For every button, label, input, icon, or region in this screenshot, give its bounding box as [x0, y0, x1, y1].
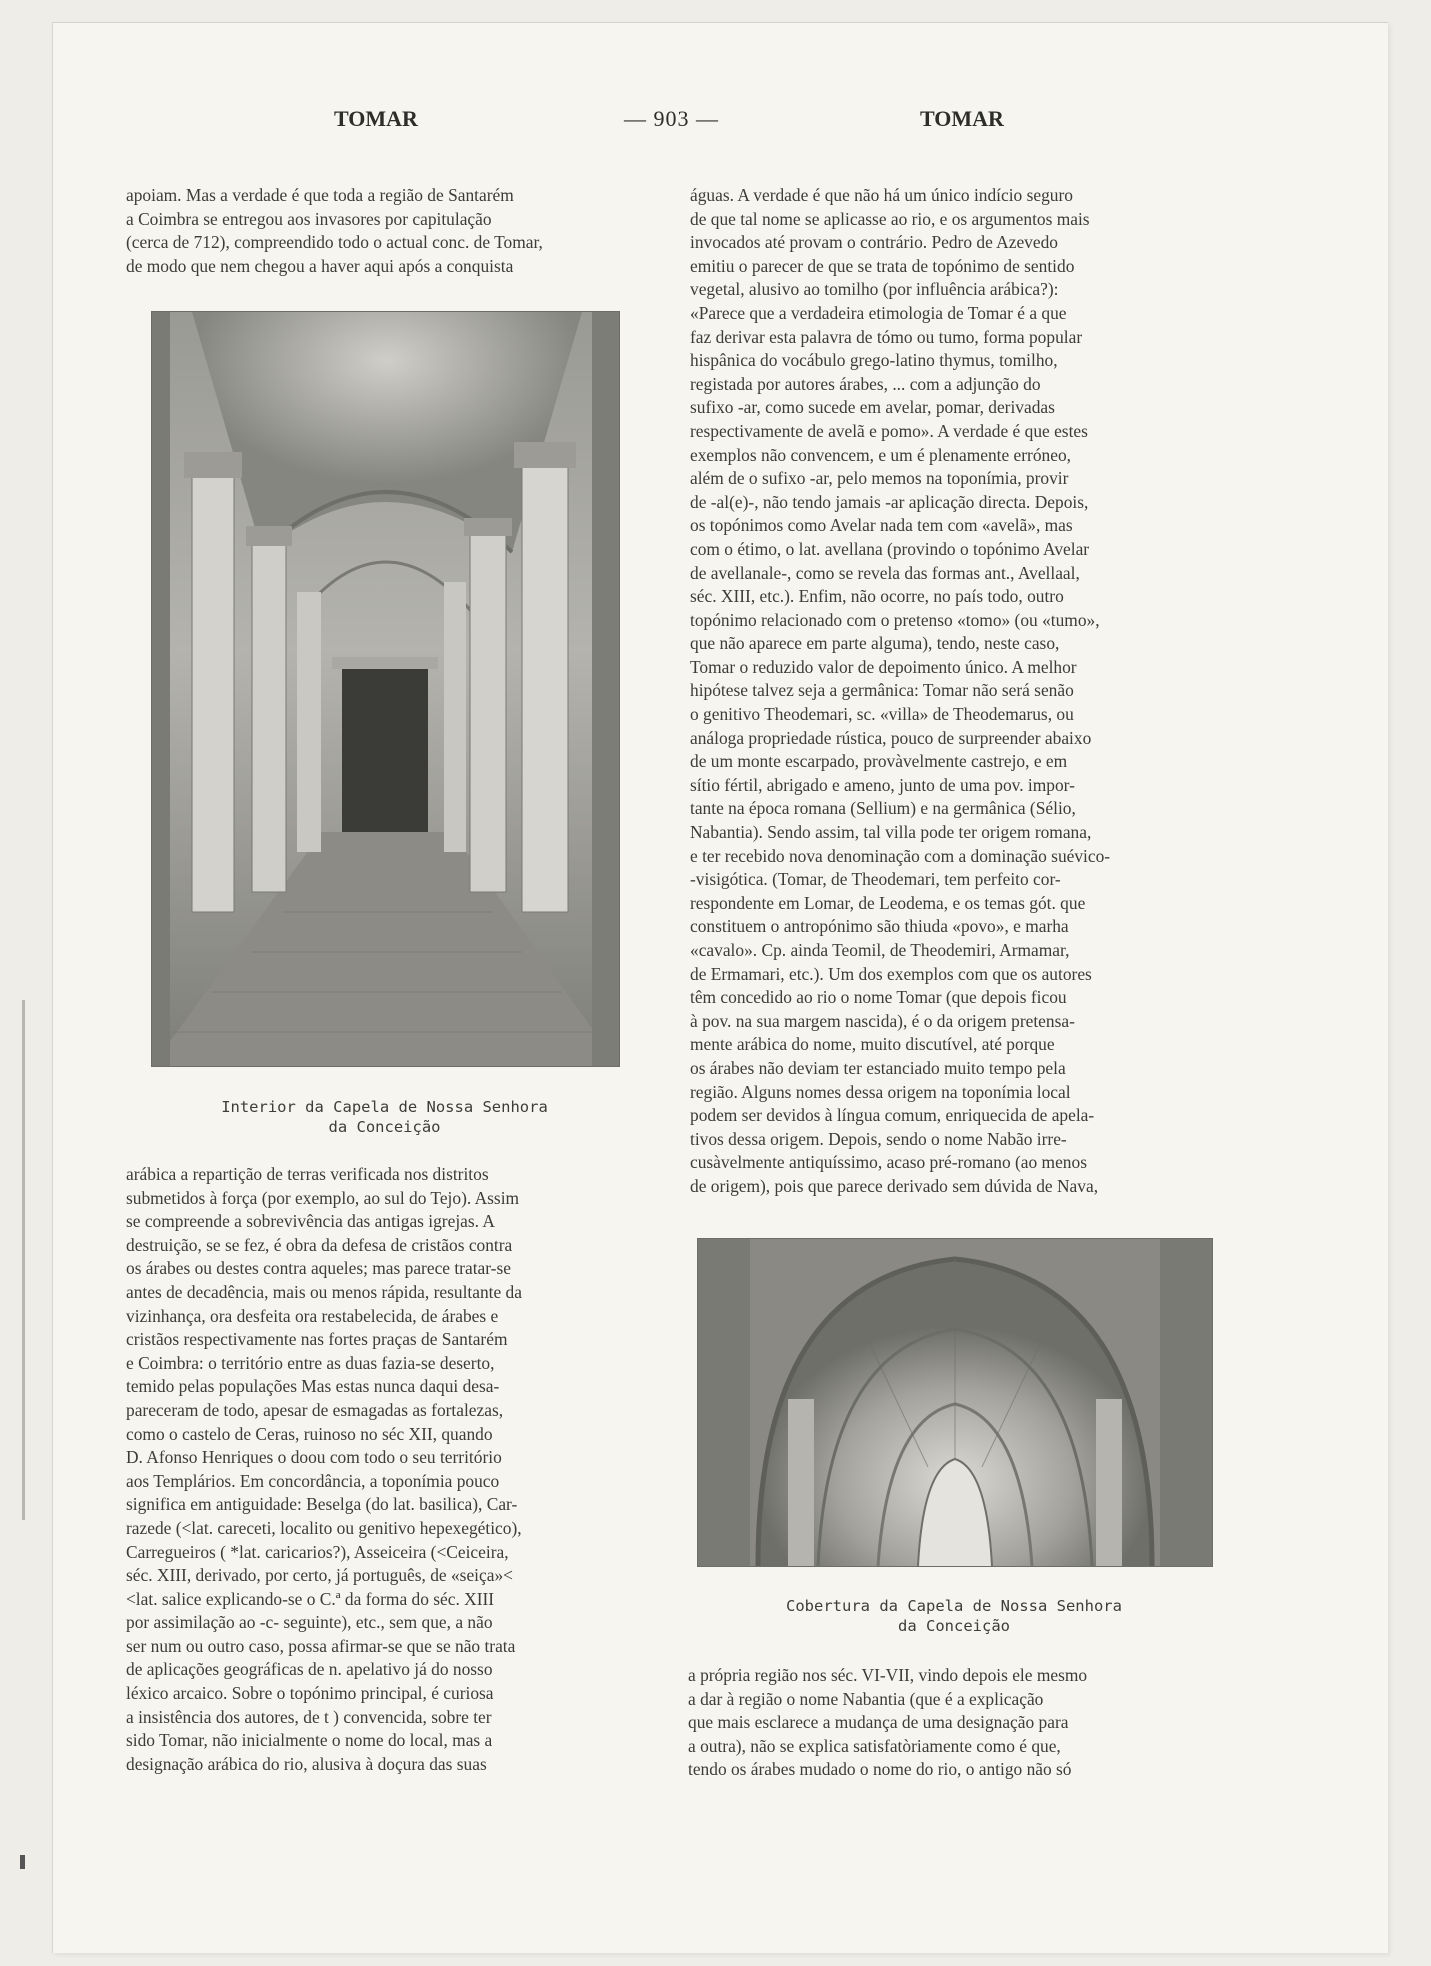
- text-line: ser num ou outro caso, possa afirmar-se que se não trata: [126, 1635, 516, 1656]
- text-line: a insistência dos autores, de t ) convencida, sobre ter: [126, 1706, 492, 1727]
- text-line: «cavalo». Cp. ainda Teomil, de Theodemiri, Armamar,: [690, 940, 1070, 960]
- text-line: antes de decadência, mais ou menos rápida, resultante da: [126, 1281, 522, 1302]
- text-line: -visigótica. (Tomar, de Theodemari, tem perfeito cor-: [690, 869, 1061, 890]
- text-line: «Parece que a verdadeira etimologia de Tomar é a que: [690, 302, 1067, 323]
- text-line: de modo que nem chegou a haver aqui após a conquista: [126, 255, 514, 276]
- caption-line: da Conceição: [898, 1617, 1010, 1635]
- caption-line: da Conceição: [328, 1118, 441, 1136]
- text-line: vizinhança, ora desfeita ora restabelecida, de árabes e: [126, 1305, 499, 1326]
- text-line: séc. XIII, derivado, por certo, já português, de «seiça»<: [126, 1565, 513, 1586]
- caption-line: Cobertura da Capela de Nossa Senhora: [786, 1597, 1122, 1615]
- text-line: significa em antiguidade: Beselga (do lat. basilica), Car-: [126, 1494, 518, 1515]
- text-line: e ter recebido nova denominação com a dominação suévico-: [690, 845, 1111, 866]
- text-line: tivos dessa origem. Depois, sendo o nome Nabão irre-: [690, 1128, 1067, 1149]
- text-line: além de o sufixo -ar, pelo memos na toponímia, provir: [690, 468, 1069, 489]
- text-line: Tomar o reduzido valor de depoimento único. A melhor: [690, 656, 1077, 677]
- header-left-title: TOMAR: [334, 106, 418, 131]
- chapel-ceiling-photo: [697, 1238, 1213, 1567]
- figure-caption-2: [697, 1596, 1211, 1636]
- text-line: com o étimo, o lat. avellana (provindo o topónimo Avelar: [690, 538, 1090, 559]
- text-line: temido pelas populações Mas estas nunca daqui desa-: [126, 1376, 500, 1397]
- text-line: respondente em Lomar, de Leodema, e os temas gót. que: [690, 892, 1086, 913]
- text-line: por assimilação ao -c- seguinte), etc., sem que, a não: [126, 1612, 493, 1633]
- text-line: como o castelo de Ceras, ruinoso no séc XII, quando: [126, 1423, 493, 1444]
- text-line: submetidos à força (por exemplo, ao sul do Tejo). Assim: [126, 1187, 520, 1208]
- figure-caption-1: [151, 1097, 618, 1137]
- text-line: tendo os árabes mudado o nome do rio, o antigo não só: [688, 1759, 1072, 1780]
- text-line: os árabes não deviam ter estanciado muito tempo pela: [690, 1057, 1066, 1078]
- left-column-top-text: [126, 184, 653, 278]
- text-line: sufixo -ar, como sucede em avelar, pomar, derivadas: [690, 397, 1055, 418]
- header-right-title: TOMAR: [920, 106, 1004, 131]
- text-line: águas. A verdade é que não há um único indício seguro: [690, 185, 1073, 205]
- text-line: que mais esclarece a mudança de uma designação para: [688, 1712, 1069, 1733]
- text-line: apoiam. Mas a verdade é que toda a região de Santarém: [126, 185, 514, 205]
- text-line: de avellanale-, como se revela das formas ant., Avellaal,: [690, 562, 1080, 583]
- right-column-top-text: [690, 184, 1220, 1199]
- text-line: arábica a repartição de terras verificada nos distritos: [126, 1164, 489, 1184]
- text-line: cusàvelmente antiquíssimo, acaso pré-romano (ao menos: [690, 1152, 1087, 1173]
- text-line: os árabes ou destes contra aqueles; mas parece tratar-se: [126, 1258, 511, 1279]
- text-line: de origem), pois que parece derivado sem dúvida de Nava,: [690, 1175, 1099, 1196]
- text-line: e Coimbra: o território entre as duas fazia-se deserto,: [126, 1352, 495, 1373]
- text-line: podem ser devidos à língua comum, enriquecida de apela-: [690, 1105, 1095, 1126]
- scan-edge-mark: [20, 1855, 25, 1869]
- text-line: de que tal nome se aplicasse ao rio, e os argumentos mais: [690, 208, 1090, 229]
- running-header: [0, 106, 1431, 142]
- text-line: de Ermamari, etc.). Um dos exemplos com que os autores: [690, 963, 1092, 984]
- text-line: a própria região nos séc. VI-VII, vindo depois ele mesmo: [688, 1665, 1088, 1685]
- right-column-bottom-text: [688, 1664, 1220, 1782]
- text-line: a dar à região o nome Nabantia (que é a explicação: [688, 1688, 1044, 1709]
- text-line: sido Tomar, não inicialmente o nome do local, mas a: [126, 1730, 493, 1751]
- text-line: faz derivar esta palavra de tómo ou tumo, forma popular: [690, 326, 1083, 347]
- text-line: aos Templários. Em concordância, a toponímia pouco: [126, 1470, 500, 1491]
- text-line: léxico arcaico. Sobre o topónimo principal, é curiosa: [126, 1683, 494, 1704]
- text-line: o genitivo Theodemari, sc. «villa» de Theodemarus, ou: [690, 704, 1074, 725]
- text-line: topónimo relacionado com o pretenso «tomo» (ou «tumo»,: [690, 609, 1100, 630]
- text-line: a Coimbra se entregou aos invasores por capitulação: [126, 208, 492, 229]
- text-line: de -al(e)-, não tendo jamais -ar aplicação directa. Depois,: [690, 491, 1089, 512]
- text-line: Nabantia). Sendo assim, tal villa pode ter origem romana,: [690, 822, 1092, 843]
- text-line: Carregueiros ( *lat. caricarios?), Asseiceira (<Ceiceira,: [126, 1541, 509, 1562]
- text-line: a outra), não se explica satisfatòriamente como é que,: [688, 1735, 1061, 1756]
- text-line: exemplos não convencem, e um é plenamente erróneo,: [690, 444, 1071, 465]
- text-line: razede (<lat. careceti, localito ou genitivo hepexegético),: [126, 1517, 522, 1538]
- text-line: à pov. na sua margem nascida), é o da origem pretensa-: [690, 1010, 1075, 1031]
- text-line: hispânica do vocábulo grego-latino thymus, tomilho,: [690, 350, 1058, 371]
- caption-line: Interior da Capela de Nossa Senhora: [221, 1098, 548, 1116]
- text-line: análoga propriedade rústica, pouco de surpreender abaixo: [690, 727, 1092, 748]
- text-line: (cerca de 712), compreendido todo o actual conc. de Tomar,: [126, 232, 543, 253]
- text-line: de um monte escarpado, provàvelmente castrejo, e em: [690, 751, 1068, 772]
- left-column-bottom-text: [126, 1163, 653, 1776]
- text-line: <lat. salice explicando-se o C.ª da forma do séc. XIII: [126, 1588, 495, 1609]
- text-line: se compreende a sobrevivência das antigas igrejas. A: [126, 1211, 495, 1232]
- text-line: emitiu o parecer de que se trata de topónimo de sentido: [690, 255, 1075, 276]
- page-number: — 903 —: [624, 106, 719, 131]
- text-line: hipótese talvez seja a germânica: Tomar não será senão: [690, 680, 1074, 701]
- text-line: têm concedido ao rio o nome Tomar (que depois ficou: [690, 987, 1067, 1008]
- text-line: destruição, se se fez, é obra da defesa de cristãos contra: [126, 1234, 513, 1255]
- text-line: registada por autores árabes, ... com a adjunção do: [690, 373, 1041, 394]
- text-line: constituem o antropónimo são thiuda «povo», e marha: [690, 916, 1069, 937]
- text-line: séc. XIII, etc.). Enfim, não ocorre, no país todo, outro: [690, 586, 1064, 607]
- text-line: mente arábica do nome, muito discutível, até porque: [690, 1034, 1055, 1055]
- text-line: que não aparece em parte alguma), tendo, neste caso,: [690, 633, 1060, 654]
- chapel-interior-photo: [151, 311, 620, 1067]
- text-line: D. Afonso Henriques o doou com todo o seu território: [126, 1447, 502, 1468]
- text-line: região. Alguns nomes dessa origem na toponímia local: [690, 1081, 1071, 1102]
- text-line: pareceram de todo, apesar de esmagadas as fortalezas,: [126, 1399, 504, 1420]
- text-line: sítio fértil, abrigado e ameno, junto de uma pov. impor-: [690, 774, 1075, 795]
- text-line: os topónimos como Avelar nada tem com «avelã», mas: [690, 515, 1073, 536]
- text-line: tante na época romana (Sellium) e na germânica (Sélio,: [690, 798, 1076, 819]
- text-line: vegetal, alusivo ao tomilho (por influência arábica?):: [690, 279, 1059, 300]
- text-line: de aplicações geográficas de n. apelativo já do nosso: [126, 1659, 493, 1680]
- text-line: respectivamente de avelã e pomo». A verdade é que estes: [690, 420, 1088, 441]
- text-line: cristãos respectivamente nas fortes praças de Santarém: [126, 1329, 508, 1350]
- text-line: designação arábica do rio, alusiva à doçura das suas: [126, 1753, 487, 1774]
- text-line: invocados até provam o contrário. Pedro de Azevedo: [690, 232, 1058, 253]
- scan-edge-mark: [22, 1000, 25, 1520]
